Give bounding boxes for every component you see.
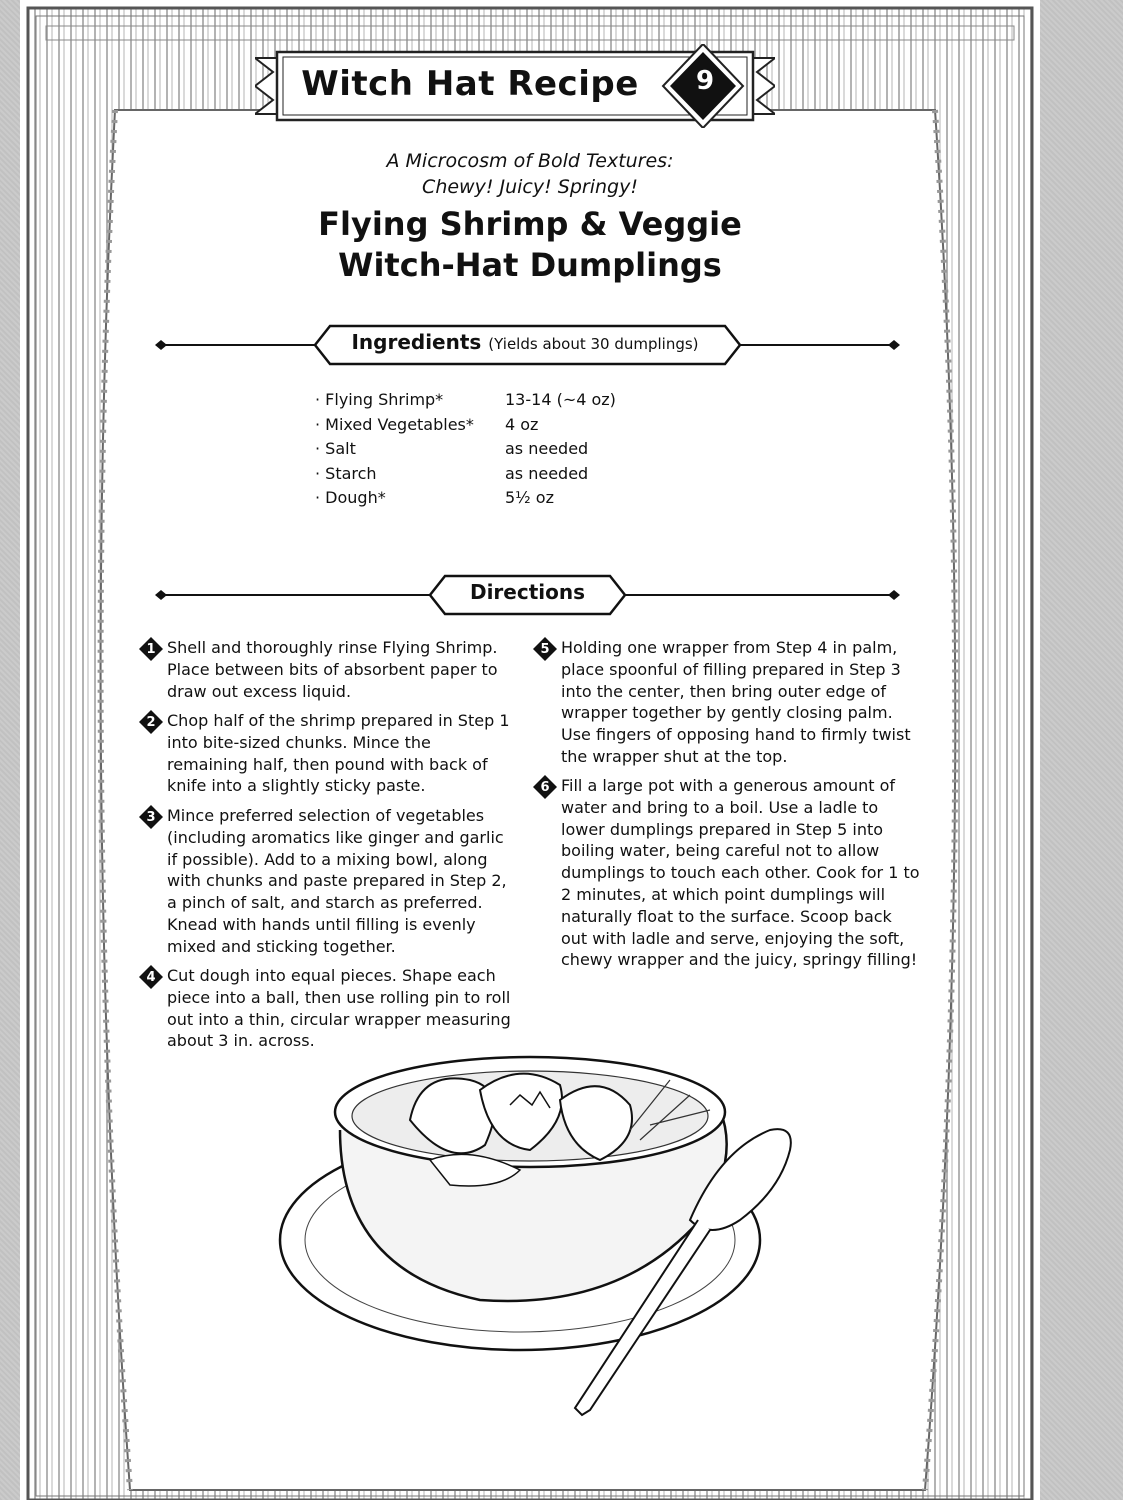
recipe-number-badge: 9 [695, 66, 715, 96]
ingredient-amount: as needed [505, 439, 589, 458]
ingredient-name: · Starch [315, 463, 377, 483]
dish-title-line-1: Flying Shrimp & Veggie [318, 205, 742, 243]
dish-title-line-2: Witch-Hat Dumplings [338, 246, 722, 284]
ingredients-yield: (Yields about 30 dumplings) [488, 335, 699, 353]
direction-step [540, 637, 921, 768]
direction-step [146, 637, 512, 702]
header-title: Witch Hat Recipe [301, 64, 639, 104]
step-text: Cut dough into equal pieces. Shape each piece into a ball, then use rolling pin to roll out into a thin, circular wrapper measuring about 3 in. across. [167, 966, 511, 1051]
direction-step [146, 805, 512, 958]
tagline-line-1: A Microcosm of Bold Textures: [386, 150, 674, 172]
ingredient-name: · Dough* [315, 488, 386, 507]
direction-step [540, 775, 921, 971]
ingredient-row [315, 462, 665, 487]
tagline-line-2: Chewy! Juicy! Springy! [422, 176, 638, 198]
step-number-badge [533, 775, 557, 799]
step-number: 1 [146, 642, 156, 657]
ingredient-row [315, 413, 665, 438]
step-text: Chop half of the shrimp prepared in Step 1 into bite-sized chunks. Mince the remaining half, then pound with back of knife into a slightly sticky paste. [167, 711, 510, 796]
ingredient-row [315, 388, 665, 413]
step-number-badge [139, 710, 163, 734]
ingredient-amount: as needed [505, 463, 589, 483]
directions-heading: Directions [469, 580, 586, 604]
step-text: Mince preferred selection of vegetables (including aromatics like ginger and garlic if possible). Add to a mixing bowl, along with chunks and paste prepared in Step 2, a pinch of salt, and starch as preferred. Knead with hands until filling is evenly mixed and sticking together. [167, 806, 507, 956]
step-number: 4 [146, 970, 156, 985]
ingredient-amount: 4 oz [505, 414, 539, 434]
step-text: Fill a large pot with a generous amount of water and bring to a boil. Use a ladle to lower dumplings prepared in Step 5 into boiling water, being careful not to allow dumplings to touch each other. Cook for 1 to 2 minutes, at which point dumplings will naturally float to the surface. Scoop back out with ladle and serve, enjoying the soft, chewy wrapper and the juicy, springy filling! [561, 776, 920, 970]
step-number-badge [139, 637, 163, 661]
step-text: Holding one wrapper from Step 4 in palm, place spoonful of filling prepared in Step 3 into the center, then bring outer edge of wrapper together by gently closing palm. Use fingers of opposing hand to firmly twist the wrapper shut at the top. [561, 638, 911, 766]
ingredient-amount: 5½ oz [505, 488, 554, 507]
ingredient-row [315, 437, 665, 462]
step-number-badge [139, 965, 163, 989]
dumpling-bowl-illustration [270, 1050, 830, 1480]
ingredient-name: · Flying Shrimp* [315, 390, 444, 409]
ingredient-amount: 13-14 (~4 oz) [505, 390, 616, 409]
ingredient-name: · Mixed Vegetables* [315, 414, 474, 434]
direction-step [146, 710, 512, 797]
step-number-badge [533, 637, 557, 661]
direction-step [146, 965, 512, 1052]
ingredients-list [315, 388, 665, 511]
ingredient-row [315, 486, 665, 511]
ingredient-name: · Salt [315, 439, 356, 458]
step-text: Shell and thoroughly rinse Flying Shrimp. Place between bits of absorbent paper to draw out excess liquid. [167, 638, 498, 701]
ingredients-heading [330, 330, 720, 354]
step-number: 5 [540, 642, 550, 657]
step-number: 2 [146, 715, 156, 730]
step-number-badge [139, 805, 163, 829]
ingredients-label: Ingredients [351, 330, 482, 354]
step-number: 3 [146, 810, 156, 825]
step-number: 6 [540, 780, 550, 795]
